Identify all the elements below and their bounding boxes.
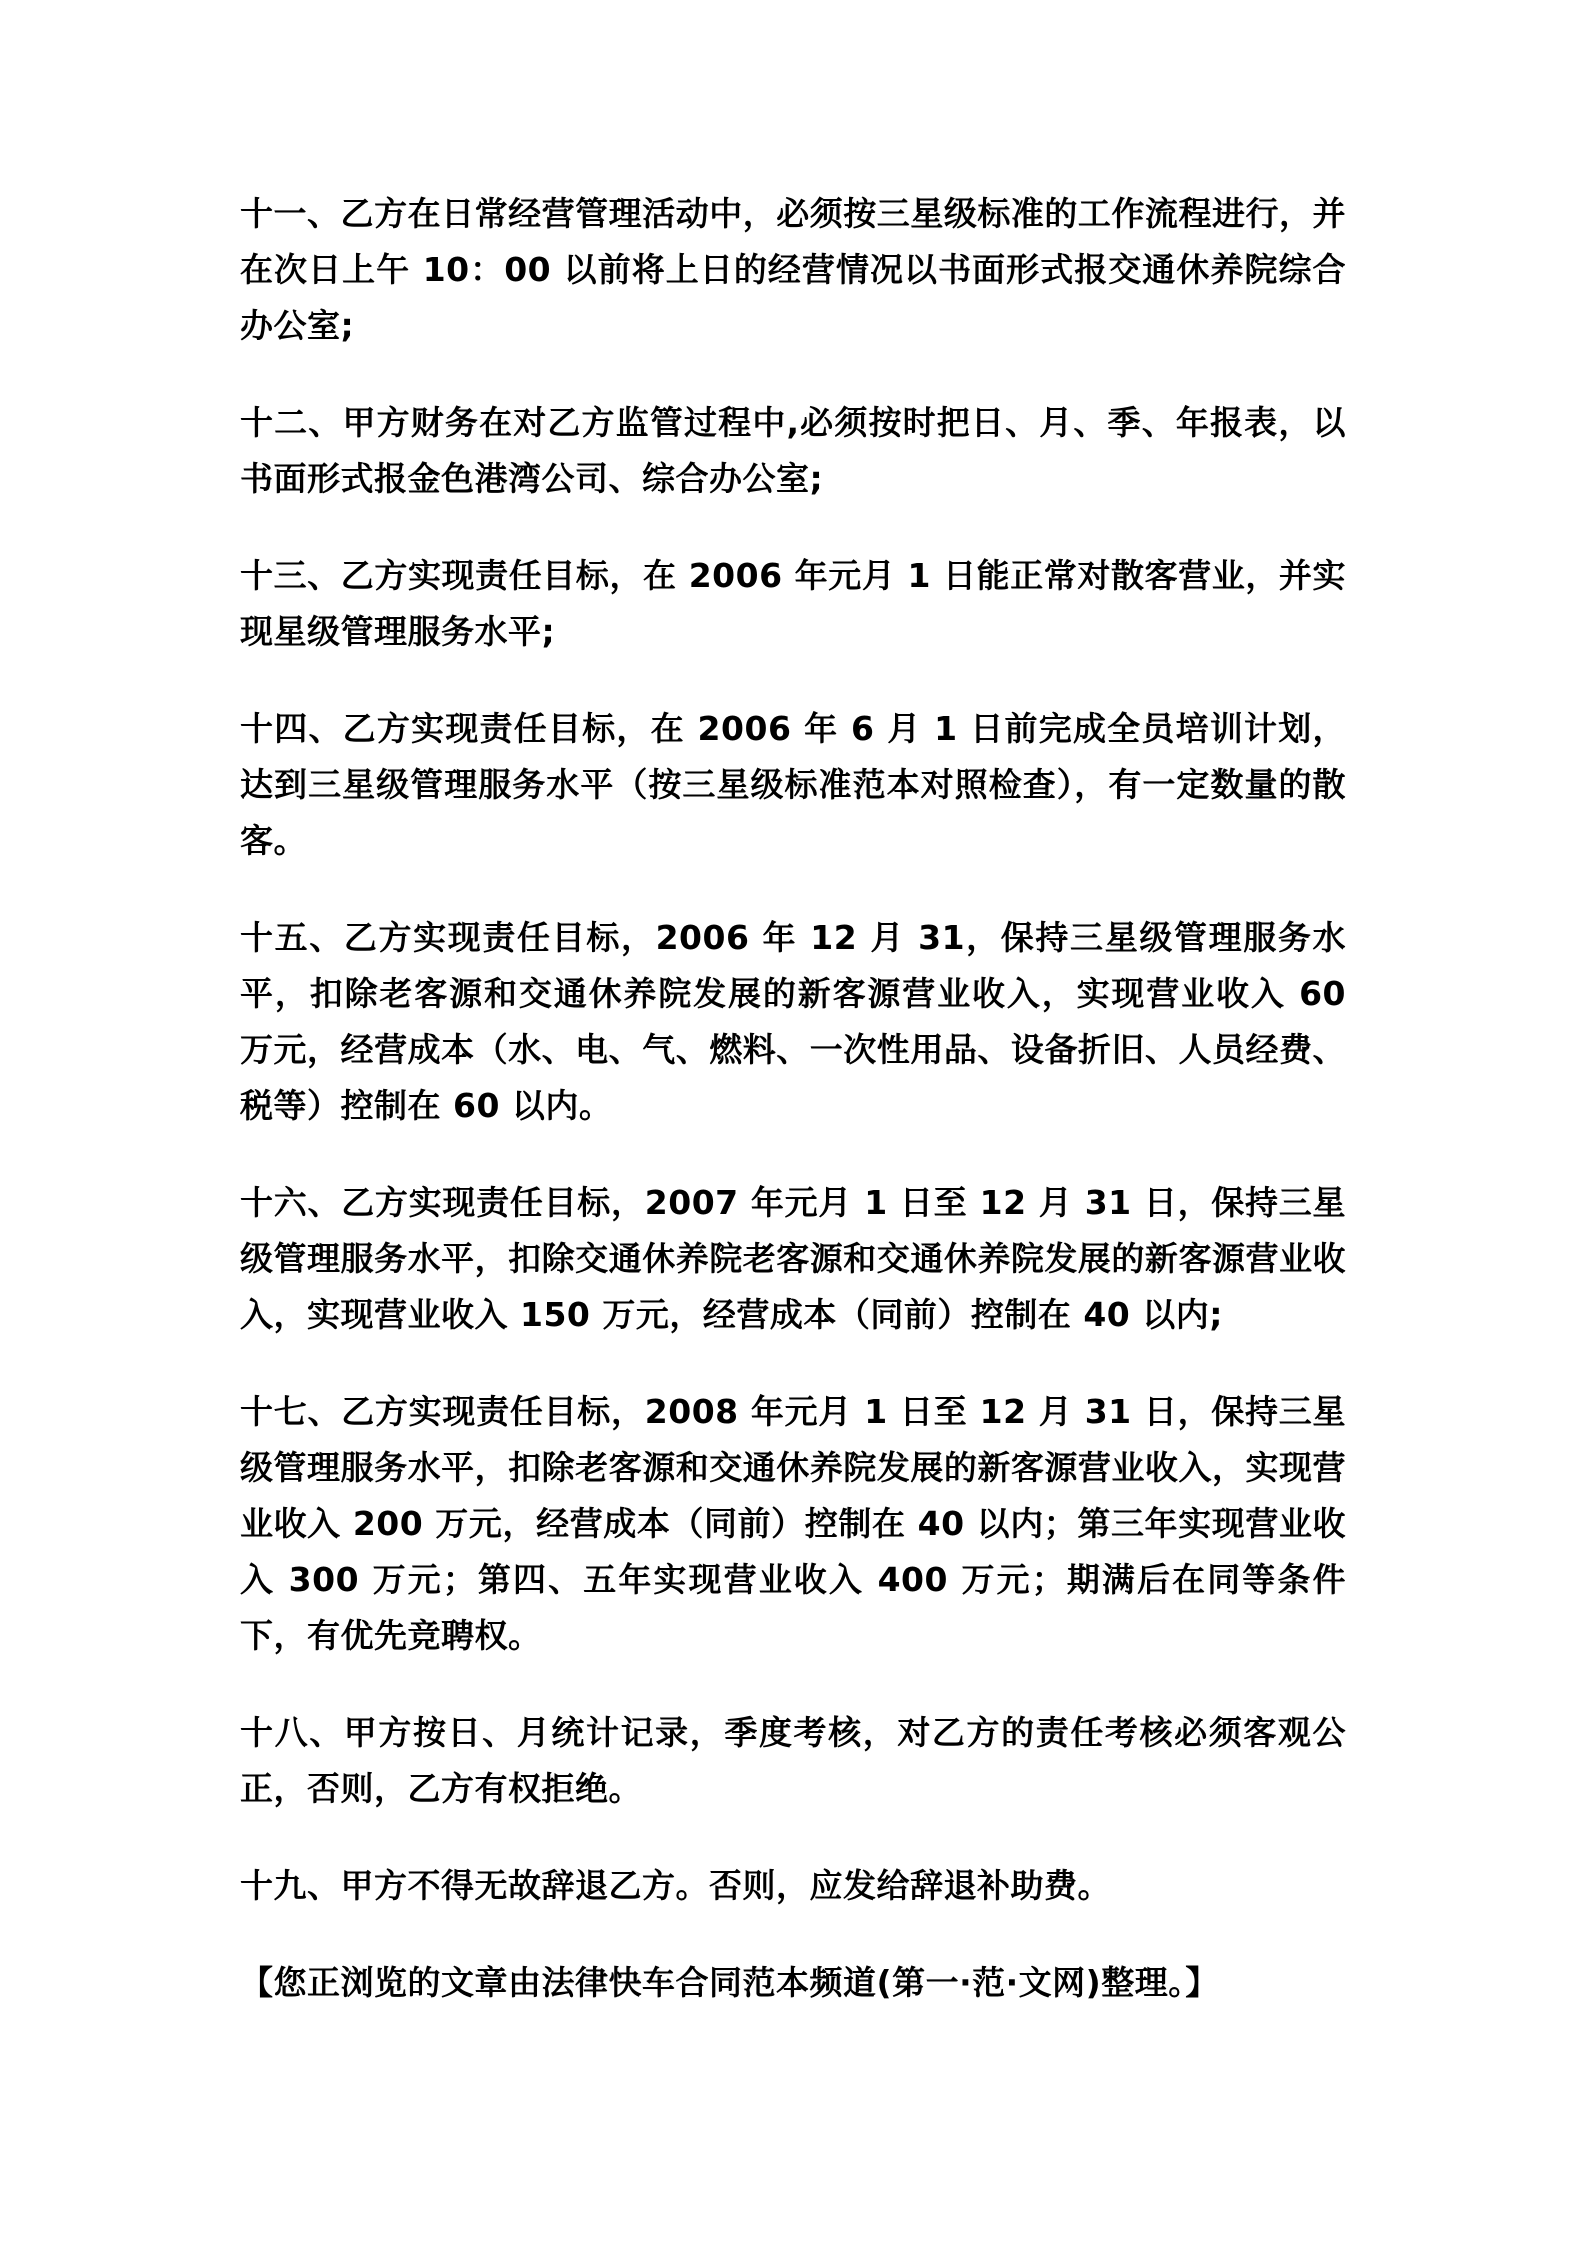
clause-12-paragraph: 十二、甲方财务在对乙方监管过程中,必须按时把日、月、季、年报表，以书面形式报金色港湾公司、综合办公室; — [240, 403, 1346, 498]
clause-11-paragraph: 十一、乙方在日常经营管理活动中，必须按三星级标准的工作流程进行，并在次日上午 10：00 以前将上日的经营情况以书面形式报交通休养院综合办公室; — [240, 194, 1346, 345]
clause-16-paragraph: 十六、乙方实现责任目标，2007 年元月 1 日至 12 月 31 日，保持三星级管理服务水平，扣除交通休养院老客源和交通休养院发展的新客源营业收入，实现营业收入 150 万元，经营成本（同前）控制在 40 以内; — [240, 1183, 1346, 1334]
clause-14-paragraph: 十四、乙方实现责任目标，在 2006 年 6 月 1 日前完成全员培训计划，达到三星级管理服务水平（按三星级标准范本对照检查），有一定数量的散客。 — [240, 709, 1346, 860]
clause-19-paragraph: 十九、甲方不得无故辞退乙方。否则，应发给辞退补助费。 — [240, 1866, 1111, 1905]
clause-13-paragraph: 十三、乙方实现责任目标，在 2006 年元月 1 日能正常对散客营业，并实现星级管理服务水平; — [240, 556, 1346, 651]
clause-18-paragraph: 十八、甲方按日、月统计记录，季度考核，对乙方的责任考核必须客观公正，否则，乙方有权拒绝。 — [240, 1713, 1346, 1808]
clause-15-paragraph: 十五、乙方实现责任目标，2006 年 12 月 31，保持三星级管理服务水平，扣除老客源和交通休养院发展的新客源营业收入，实现营业收入 60 万元，经营成本（水、电、气、燃料、一次性用品、设备折旧、人员经费、税等）控制在 60 以内。 — [240, 918, 1346, 1125]
source-attribution-note: 【您正浏览的文章由法律快车合同范本频道(第一·范·文网)整理。】 — [240, 1963, 1219, 2002]
clause-17-paragraph: 十七、乙方实现责任目标，2008 年元月 1 日至 12 月 31 日，保持三星级管理服务水平，扣除老客源和交通休养院发展的新客源营业收入，实现营业收入 200 万元，经营成本（同前）控制在 40 以内；第三年实现营业收入 300 万元；第四、五年实现营业收入 400 万元；期满后在同等条件下，有优先竞聘权。 — [240, 1392, 1346, 1655]
